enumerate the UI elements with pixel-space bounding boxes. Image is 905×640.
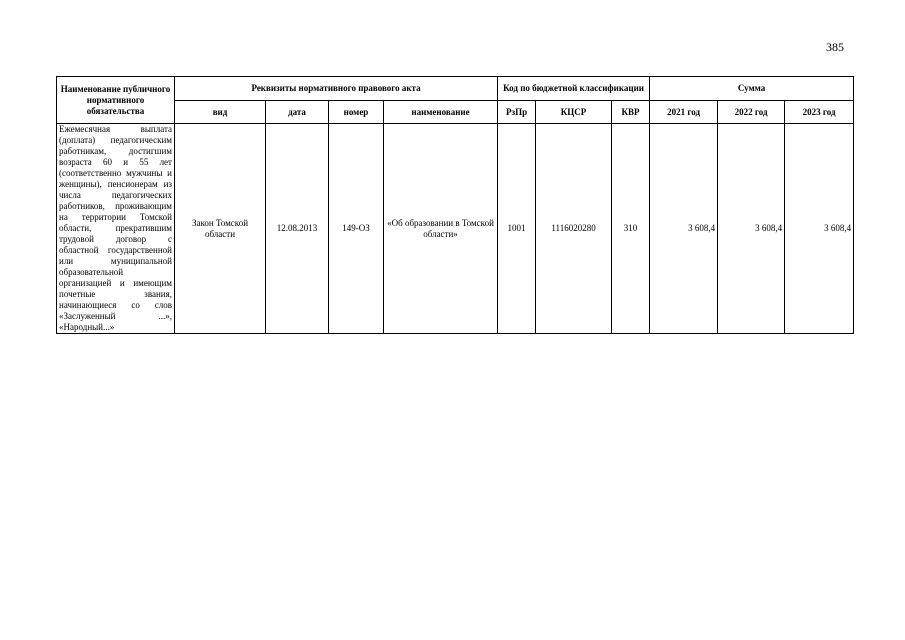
header-2021: 2021 год <box>650 101 718 124</box>
header-kcsr: КЦСР <box>536 101 612 124</box>
header-name: наименование <box>384 101 498 124</box>
header-rzpr: РзПр <box>498 101 536 124</box>
cell-2023: 3 608,4 <box>785 124 854 334</box>
obligations-table <box>56 76 854 334</box>
cell-obligation: Ежемесячная выплата (доплата) педагогическим работникам, достигшим возраста 60 и 55 лет (соответственно мужчины и женщины), пенсионерам из числа педагогических работников, проживающим на территории Томской области, прекратившим трудовой договор с областной государственной или муниципальной образовательной организацией и имеющим почетные звания, начинающиеся со слов «Заслуженный ...», «Народный...» <box>57 124 175 334</box>
cell-2021: 3 608,4 <box>650 124 718 334</box>
header-act-group: Реквизиты нормативного правового акта <box>175 77 498 101</box>
cell-kcsr: 1116020280 <box>536 124 612 334</box>
cell-kvr: 310 <box>612 124 650 334</box>
header-2022: 2022 год <box>718 101 785 124</box>
header-date: дата <box>266 101 329 124</box>
page-number: 385 <box>826 40 844 54</box>
header-kvr: КВР <box>612 101 650 124</box>
header-sum-group: Сумма <box>650 77 854 101</box>
header-row-1 <box>57 77 854 101</box>
cell-number: 149-ОЗ <box>329 124 384 334</box>
header-code-group: Код по бюджетной классификации <box>498 77 650 101</box>
header-number: номер <box>329 101 384 124</box>
header-row-2 <box>57 101 854 124</box>
header-2023: 2023 год <box>785 101 854 124</box>
header-vid: вид <box>175 101 266 124</box>
header-obligation: Наименование публичного нормативного обязательства <box>57 77 175 124</box>
cell-rzpr: 1001 <box>498 124 536 334</box>
table-row <box>57 124 854 334</box>
cell-name: «Об образовании в Томской области» <box>384 124 498 334</box>
cell-vid: Закон Томской области <box>175 124 266 334</box>
cell-2022: 3 608,4 <box>718 124 785 334</box>
cell-date: 12.08.2013 <box>266 124 329 334</box>
